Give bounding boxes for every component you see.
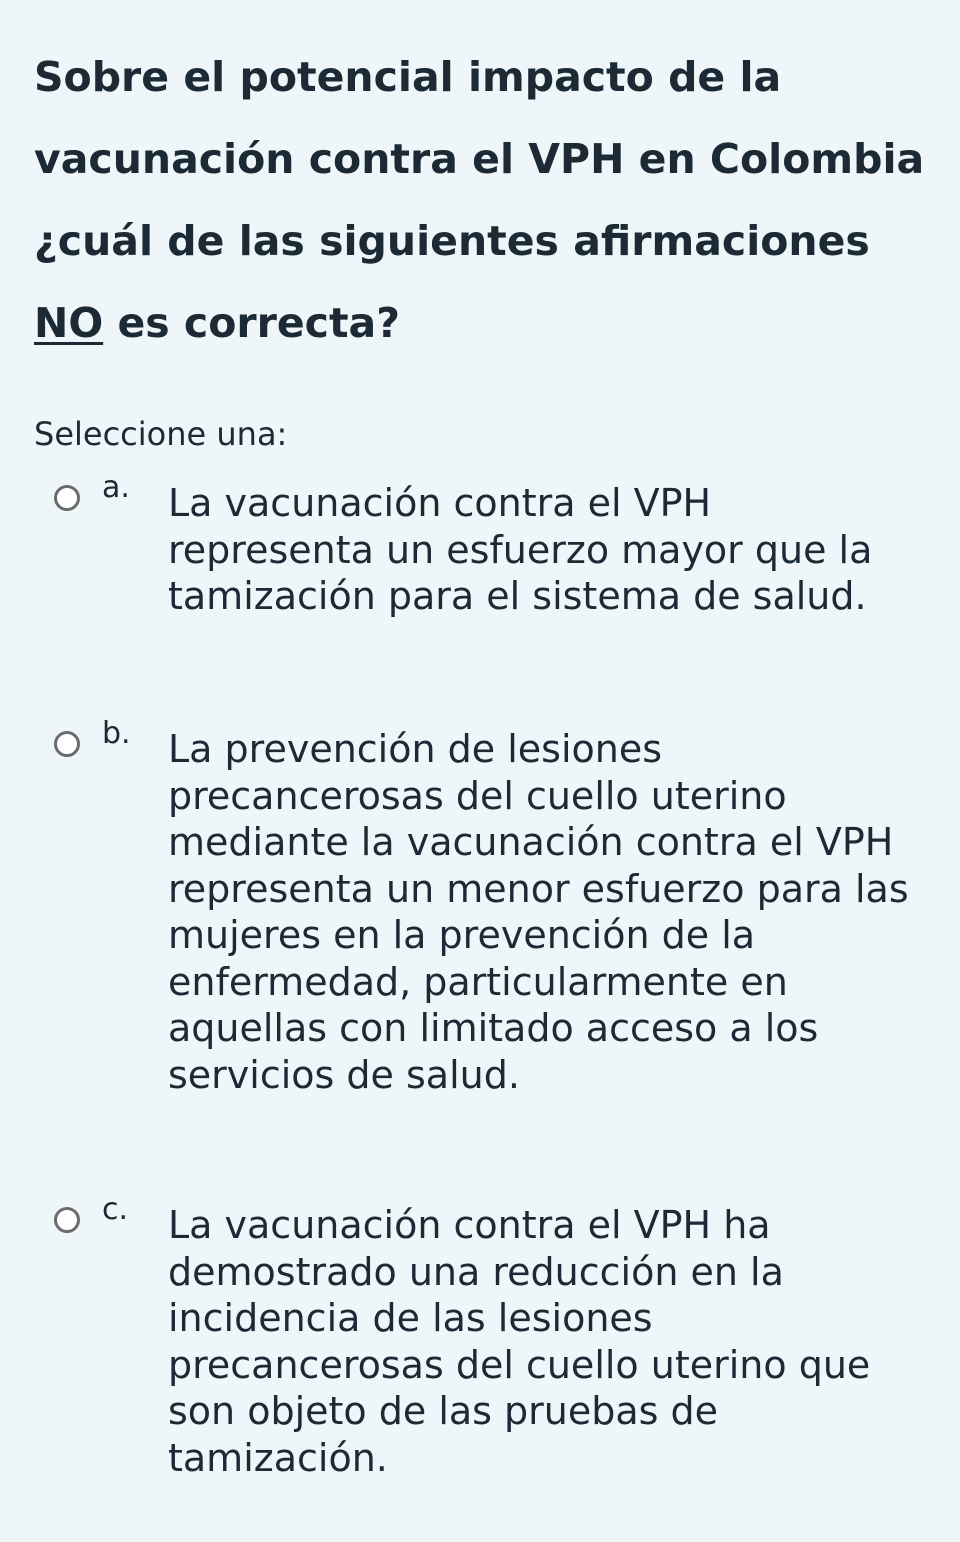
option-b-text[interactable]: La prevención de lesiones precancerosas del cuello uterino mediante la vacunación contra el VPH representa un menor esfuerzo para las mujeres en la prevención de la enfermedad, particularmente en aquellas con limitado acceso a los servicios de salud. (168, 727, 909, 1097)
option-a-text[interactable]: La vacunación contra el VPH representa un esfuerzo mayor que la tamización para el sistema de salud. (168, 481, 873, 618)
option-b-letter: b. (102, 716, 131, 751)
select-prompt: Seleccione una: (34, 415, 288, 453)
question-text (34, 36, 934, 364)
option-c-letter: c. (102, 1192, 129, 1227)
option-b-radio[interactable] (54, 731, 80, 757)
question-emphasis: NO (34, 299, 104, 347)
option-c-radio[interactable] (54, 1207, 80, 1233)
option-a-letter: a. (102, 470, 130, 505)
question-text-after: es correcta? (103, 299, 401, 347)
question-text-before: Sobre el potencial impacto de la vacunación contra el VPH en Colombia ¿cuál de las siguientes afirmaciones (34, 53, 925, 265)
option-a-radio[interactable] (54, 485, 80, 511)
option-c-text[interactable]: La vacunación contra el VPH ha demostrado una reducción en la incidencia de las lesiones precancerosas del cuello uterino que son objeto de las pruebas de tamización. (168, 1203, 871, 1480)
